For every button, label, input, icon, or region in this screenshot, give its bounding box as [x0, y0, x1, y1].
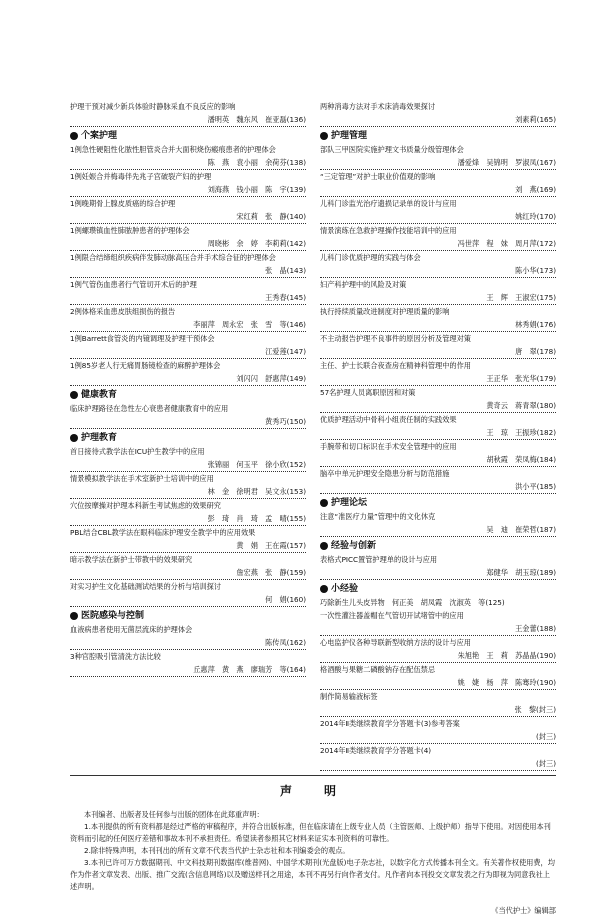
toc-entry-authors: 黄 娟 王在霞(157)	[70, 539, 306, 553]
toc-entry[interactable]	[320, 744, 556, 771]
toc-entry-title: 对实习护生文化基础测试结果的分析与培训探讨	[70, 582, 221, 591]
toc-entry-title: 穴位按摩操对护理本科新生考试焦虑的效果研究	[70, 501, 221, 510]
toc-entry[interactable]	[70, 580, 306, 607]
toc-entry-authors: (封三)	[320, 757, 556, 771]
toc-entry-authors: 陈小华(173)	[320, 264, 556, 278]
toc-entry-title: 儿科门诊优质护理的实践与体会	[320, 253, 421, 262]
bullet-icon	[320, 499, 328, 507]
toc-entry-title: 1例Barrett食管炎的内镜调理及护理干预体会	[70, 334, 215, 343]
bullet-icon	[70, 612, 78, 620]
toc-entry[interactable]	[70, 553, 306, 580]
toc-entry[interactable]	[320, 332, 556, 359]
toc-entry-title: 1例限合结缔组织疾病伴发肺动脉高压合并手术综合征的护理体会	[70, 253, 276, 262]
toc-left-column	[70, 100, 306, 771]
toc-entry-authors: 刘闪闪 舒惠萍(149)	[70, 372, 306, 386]
toc-entry-authors: 潘明英 魏东风 崔亚磊(136)	[70, 113, 306, 127]
toc-entry[interactable]	[320, 197, 556, 224]
toc-entry-authors: 林 金 徐明君 吴文永(153)	[70, 485, 306, 499]
toc-entry-title: 1例气管伤血患者行气管切开术后的护理	[70, 280, 197, 289]
toc-entry-authors: 张 黎(封三)	[320, 703, 556, 717]
declaration-paragraph: 1.本刊提供的所有资料都是经过严格的审稿程序，并符合出版标准，但在临床请在上级专业人员（主管医师、上级护师）指导下使用。对因使用本刊资料而引起的任何医疗差错和事故本刊不承担责任。希望读者参照其它材料来证实本刊资料的可靠性。	[70, 822, 551, 843]
toc-entry[interactable]	[320, 251, 556, 278]
section-label: 小经验	[331, 584, 359, 594]
toc-entry-title: 血液病患者使用无菌层流床的护理体会	[70, 625, 193, 634]
toc-entry-title: 护理干预对减少新兵体验时静脉采血不良反应的影响	[70, 102, 236, 111]
toc-entry-title: 脑卒中单元护理安全隐患分析与防范措施	[320, 469, 450, 478]
toc-entry-title: 2例体格采血患皮肤组损伤的报告	[70, 307, 176, 316]
toc-entry-authors: 陈传凤(162)	[70, 636, 306, 650]
bullet-icon	[70, 132, 78, 140]
toc-entry-authors: (封三)	[320, 730, 556, 744]
toc-entry-authors: 张锦丽 何玉平 徐小欣(152)	[70, 458, 306, 472]
toc-entry-title: 优质护理活动中骨科小组责任制的实践效果	[320, 415, 457, 424]
toc-entry[interactable]	[320, 440, 556, 467]
toc-entry-title: 注意“准医疗力量”管理中的文化休克	[320, 512, 436, 521]
toc-entry-authors: 冯世萍 程 妹 周月萍(172)	[320, 237, 556, 251]
declaration-paragraph: 3.本刊已许可万方数据期刊、中文科技期刊数据库(维普网)、中国学术期刊(光盘版)电子杂志社，以数字化方式传播本刊全文。有关著作权使用费，均作为作者文章发表、出版、推广交流(含信息网络)以及赠送样刊之用途，本刊不再另行向作者支付。凡作者向本刊投交文章发表之行为即视为同意我社上述声明。	[70, 858, 555, 891]
toc-entry-authors: 潘爱烽 吴锦明 罗淑凤(167)	[320, 156, 556, 170]
toc-entry-title: 儿科门诊监光治疗遗损记录单的设计与应用	[320, 199, 457, 208]
toc-entry-authors: 彭 琦 肖 琦 孟 晴(155)	[70, 512, 306, 526]
toc-entry-authors: 周晓彬 余 婷 李莉莉(142)	[70, 237, 306, 251]
toc-entry-authors: 丘惠萍 黄 燕 廖瑞芳 等(164)	[70, 663, 306, 677]
toc-entry-authors: 姚红玲(170)	[320, 210, 556, 224]
section-heading	[320, 129, 556, 143]
toc-entry-title: 两种消毒方法对手术床消毒效果探讨	[320, 102, 436, 111]
toc-entry-title: 巧除新生儿头皮异物 何正美 胡凤霞 沈淑英 等(125)	[320, 598, 505, 607]
toc-entry[interactable]	[320, 467, 556, 494]
toc-entry-title: 表格式PICC置管护理单的设计与应用	[320, 555, 438, 564]
toc-entry[interactable]	[70, 100, 306, 127]
section-label: 医院感染与控制	[81, 611, 145, 621]
bullet-icon	[320, 585, 328, 593]
toc-entry[interactable]	[320, 609, 556, 636]
toc-entry[interactable]	[320, 305, 556, 332]
toc-entry-authors: 王秀春(145)	[70, 291, 306, 305]
section-label: 护理管理	[331, 131, 368, 141]
toc-entry[interactable]	[70, 650, 306, 677]
toc-entry-title: 情景模拟教学法在手术室新护士培训中的应用	[70, 474, 214, 483]
toc-entry-authors: 王金蕾(188)	[320, 622, 556, 636]
toc-entry-title: 妇产科护理中的风险及对策	[320, 280, 407, 289]
toc-entry-authors: 洪小平(185)	[320, 480, 556, 494]
toc-entry-authors: 李丽萍 周永宏 张 雪 等(146)	[70, 318, 306, 332]
bullet-icon	[320, 132, 328, 140]
section-label: 个案护理	[81, 131, 118, 141]
section-label: 护理教育	[81, 433, 118, 443]
toc-entry-authors: 吴 迪 崔荣哲(187)	[320, 523, 556, 537]
section-heading	[70, 431, 306, 445]
toc-entry-authors: 何 娟(160)	[70, 593, 306, 607]
toc-entry-title: 2014年Ⅱ类继续教育学分答题卡(3)参考答案	[320, 719, 460, 728]
toc-entry[interactable]	[70, 143, 306, 170]
toc-entry[interactable]	[70, 224, 306, 251]
toc-entry-authors: 江爱莲(147)	[70, 345, 306, 359]
toc-right-column	[320, 100, 556, 771]
section-heading	[70, 609, 306, 623]
divider	[70, 775, 556, 776]
toc-entry-authors: 黄奇云 蒋青翠(180)	[320, 399, 556, 413]
toc-entry-title: 1例晚期骨上腺皮质癌的综合护理	[70, 199, 176, 208]
toc-entry-authors: 陈 燕 袁小丽 余荷芬(138)	[70, 156, 306, 170]
toc-entry-title: 心电监护仪各种导联新型收纳方法的设计与应用	[320, 638, 471, 647]
toc-entry-title: 1例妊娠合并梅毒伴先兆子宫破裂产妇的护理	[70, 172, 212, 181]
toc-entry[interactable]	[320, 413, 556, 440]
toc-entry[interactable]	[320, 359, 556, 386]
toc-entry[interactable]	[70, 526, 306, 553]
document-page	[70, 100, 556, 917]
declaration-paragraph: 本刊编者、出版者及任何参与出版的团体在此郑重声明：	[84, 810, 264, 819]
declaration	[70, 809, 556, 917]
toc-entry[interactable]	[320, 553, 556, 580]
declaration-signature: 《当代护士》编辑部	[491, 906, 556, 915]
toc-entry-title: 1例急性硬阻性化脓性胆管炎合并大面积烧伤瘢痕患者的护理体会	[70, 145, 276, 154]
toc-entry[interactable]	[320, 278, 556, 305]
toc-entry-title: 一次性灌注器盖帽在气管切开试堵管中的应用	[320, 611, 464, 620]
toc-entry[interactable]	[320, 100, 556, 127]
toc-entry-authors: 张 晶(143)	[70, 264, 306, 278]
section-label: 经验与创新	[331, 541, 377, 551]
toc-entry[interactable]	[320, 596, 556, 609]
section-label: 健康教育	[81, 390, 118, 400]
toc-entry-title: “三定管理”对护士职业价值观的影响	[320, 172, 436, 181]
toc-entry-authors: 王正华 张光华(179)	[320, 372, 556, 386]
toc-entry-authors: 黄秀巧(150)	[70, 415, 306, 429]
toc-entry[interactable]	[70, 332, 306, 359]
section-label: 护理论坛	[331, 498, 368, 508]
toc-entry[interactable]	[320, 143, 556, 170]
toc-entry-title: 1例85岁老人行无痛胃肠镜检查的麻醉护理体会	[70, 361, 221, 370]
toc-entry-title: 1例螺瓒镇血性肺脓肿患者的护理体会	[70, 226, 190, 235]
toc-entry-title: 主任、护士长联合夜查房在精神科管理中的作用	[320, 361, 471, 370]
toc-entry-authors: 宋红莉 张 静(140)	[70, 210, 306, 224]
toc-entry-authors: 郑健华 胡玉琼(189)	[320, 566, 556, 580]
toc-entry-title: 格酒酸与果糖二磷酸钠存在配伍禁忌	[320, 665, 436, 674]
toc-entry-authors: 王 琼 王振珍(182)	[320, 426, 556, 440]
toc-entry[interactable]	[70, 472, 306, 499]
toc-entry[interactable]	[320, 224, 556, 251]
toc-entry-title: 部队三甲医院实施护理文书质量分级管理体会	[320, 145, 464, 154]
toc-entry-title: PBL结合CBL教学法在眼科临床护理安全教学中的应用效果	[70, 528, 256, 537]
toc-entry-authors: 林秀娟(176)	[320, 318, 556, 332]
toc-entry[interactable]	[70, 278, 306, 305]
section-heading	[320, 496, 556, 510]
toc-entry-title: 手腕带和切口标识在手术安全管理中的应用	[320, 442, 457, 451]
toc-entry[interactable]	[70, 305, 306, 332]
toc-entry[interactable]	[70, 197, 306, 224]
toc-entry[interactable]	[70, 170, 306, 197]
toc-entry-title: 不主动报告护理不良事件的原因分析及管理对策	[320, 334, 471, 343]
toc-entry-title: 临床护理路径在急性左心衰患者健康教育中的应用	[70, 404, 229, 413]
toc-entry-authors: 唐 翠(178)	[320, 345, 556, 359]
bullet-icon	[70, 434, 78, 442]
toc-entry-authors: 刘素莉(165)	[320, 113, 556, 127]
declaration-paragraph: 2.除非特殊声明，本刊刊出的所有文章不代表当代护士杂志社和本刊编委会的观点。	[84, 846, 350, 855]
toc-entry-authors: 朱旭艳 王 莉 苏晶晶(190)	[320, 649, 556, 663]
toc-entry[interactable]	[70, 445, 306, 472]
toc-entry-title: 情景演练在急救护理操作技能培训中的应用	[320, 226, 457, 235]
section-heading	[320, 582, 556, 596]
toc-entry[interactable]	[320, 510, 556, 537]
toc-entry[interactable]	[320, 717, 556, 744]
toc-entry-authors: 胡秋霞 荣凤梅(184)	[320, 453, 556, 467]
toc-entry[interactable]	[320, 663, 556, 690]
toc-entry[interactable]	[70, 251, 306, 278]
bullet-icon	[70, 391, 78, 399]
section-heading	[70, 388, 306, 402]
toc-entry[interactable]	[320, 690, 556, 717]
declaration-title: 声 明	[279, 784, 346, 798]
table-of-contents	[70, 100, 556, 771]
toc-entry[interactable]	[70, 499, 306, 526]
toc-entry-title: 57名护理人员离职原因和对策	[320, 388, 416, 397]
toc-entry[interactable]	[320, 636, 556, 663]
toc-entry[interactable]	[70, 623, 306, 650]
toc-entry[interactable]	[320, 386, 556, 413]
toc-entry-title: 执行持续质量改进制度对护理质量的影响	[320, 307, 450, 316]
toc-entry-authors: 刘 燕(169)	[320, 183, 556, 197]
toc-entry-authors: 王 辉 王淑宏(175)	[320, 291, 556, 305]
toc-entry-authors: 詹宏燕 张 静(159)	[70, 566, 306, 580]
toc-entry[interactable]	[320, 170, 556, 197]
section-heading	[320, 539, 556, 553]
section-heading	[70, 129, 306, 143]
toc-entry-title: 暗示教学法在新护士带教中的效果研究	[70, 555, 193, 564]
toc-entry-authors: 刘海燕 钱小丽 陈 宇(139)	[70, 183, 306, 197]
toc-entry-title: 制作简易输液标签	[320, 692, 378, 701]
toc-entry-title: 2014年Ⅱ类继续教育学分答题卡(4)	[320, 746, 432, 755]
toc-entry[interactable]	[70, 359, 306, 386]
toc-entry[interactable]	[70, 402, 306, 429]
toc-entry-title: 首日接待式教学法在ICU护生教学中的应用	[70, 447, 205, 456]
bullet-icon	[320, 542, 328, 550]
toc-entry-title: 3种官腔吸引管清洗方法比较	[70, 652, 161, 661]
toc-entry-authors: 姚 婕 杨 萍 陈骞玲(190)	[320, 676, 556, 690]
